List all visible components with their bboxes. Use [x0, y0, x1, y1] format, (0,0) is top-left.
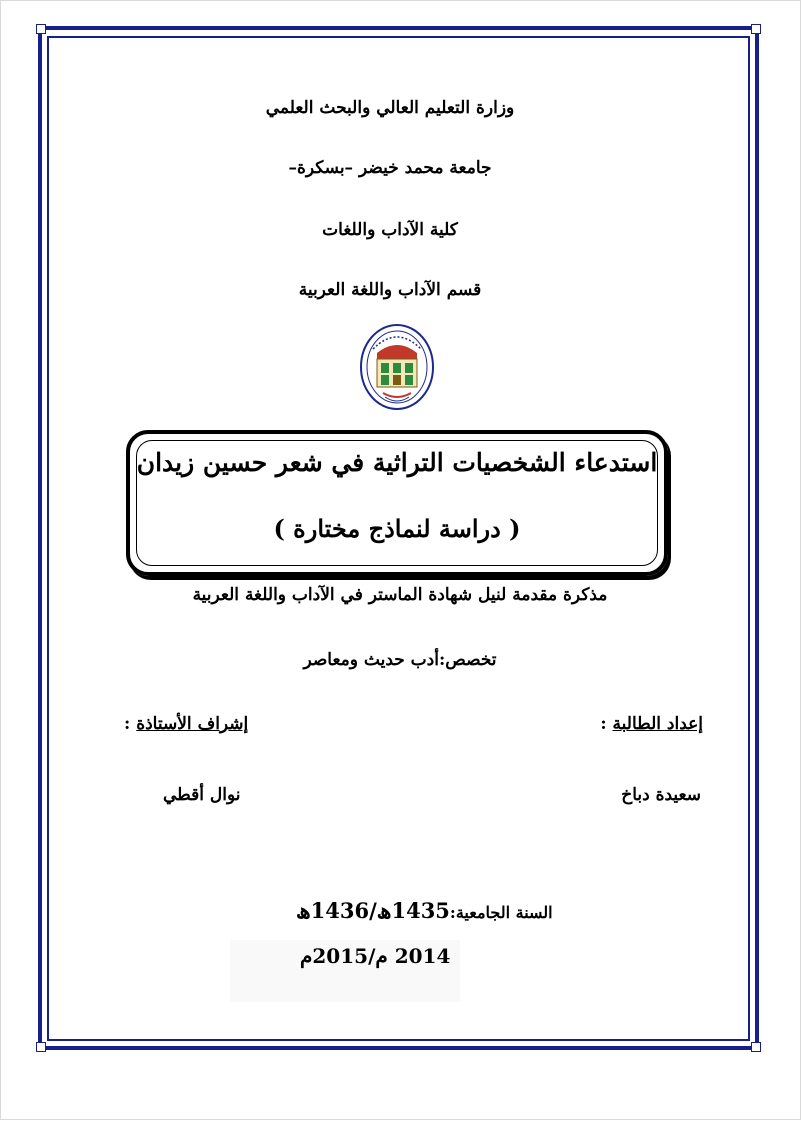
thesis-title: استدعاء الشخصيات التراثية في شعر حسين زيدان: [136, 448, 658, 477]
university-name: جامعة محمد خيضر –بسكرة–: [288, 158, 492, 178]
university-emblem-icon: [359, 323, 435, 411]
supervised-by-label: [124, 714, 248, 734]
academic-year-hijri: [296, 898, 553, 923]
faculty-name: كلية الآداب واللغات: [322, 220, 458, 240]
department-name: قسم الآداب واللغة العربية: [298, 280, 482, 300]
gregorian-years: 2014 م/2015م: [300, 944, 451, 968]
frame-corner-ornament: [751, 24, 761, 34]
prepared-by-label: [600, 714, 703, 734]
prepared-by-label-text: إعداد الطالبة: [612, 714, 703, 734]
frame-corner-ornament: [751, 1042, 761, 1052]
student-name: سعيدة دباخ: [621, 785, 701, 805]
frame-corner-ornament: [36, 24, 46, 34]
hijri-years: 1435ھ/1436ھ: [296, 898, 450, 923]
supervised-by-label-text: إشراف الأستاذة: [136, 714, 249, 734]
academic-year-label: السنة الجامعية:: [449, 903, 553, 922]
specialization: تخصص:أدب حديث ومعاصر: [303, 650, 497, 670]
supervised-by-colon: :: [124, 714, 137, 734]
frame-corner-ornament: [36, 1042, 46, 1052]
memo-statement: مذكرة مقدمة لنيل شهادة الماستر في الآداب واللغة العربية: [192, 585, 608, 605]
ministry-name: وزارة التعليم العالي والبحث العلمي: [265, 98, 515, 118]
thesis-subtitle: ( دراسة لنماذج مختارة ): [273, 514, 521, 543]
prepared-by-colon: :: [600, 714, 613, 734]
supervisor-name: نوال أقطي: [163, 785, 241, 805]
